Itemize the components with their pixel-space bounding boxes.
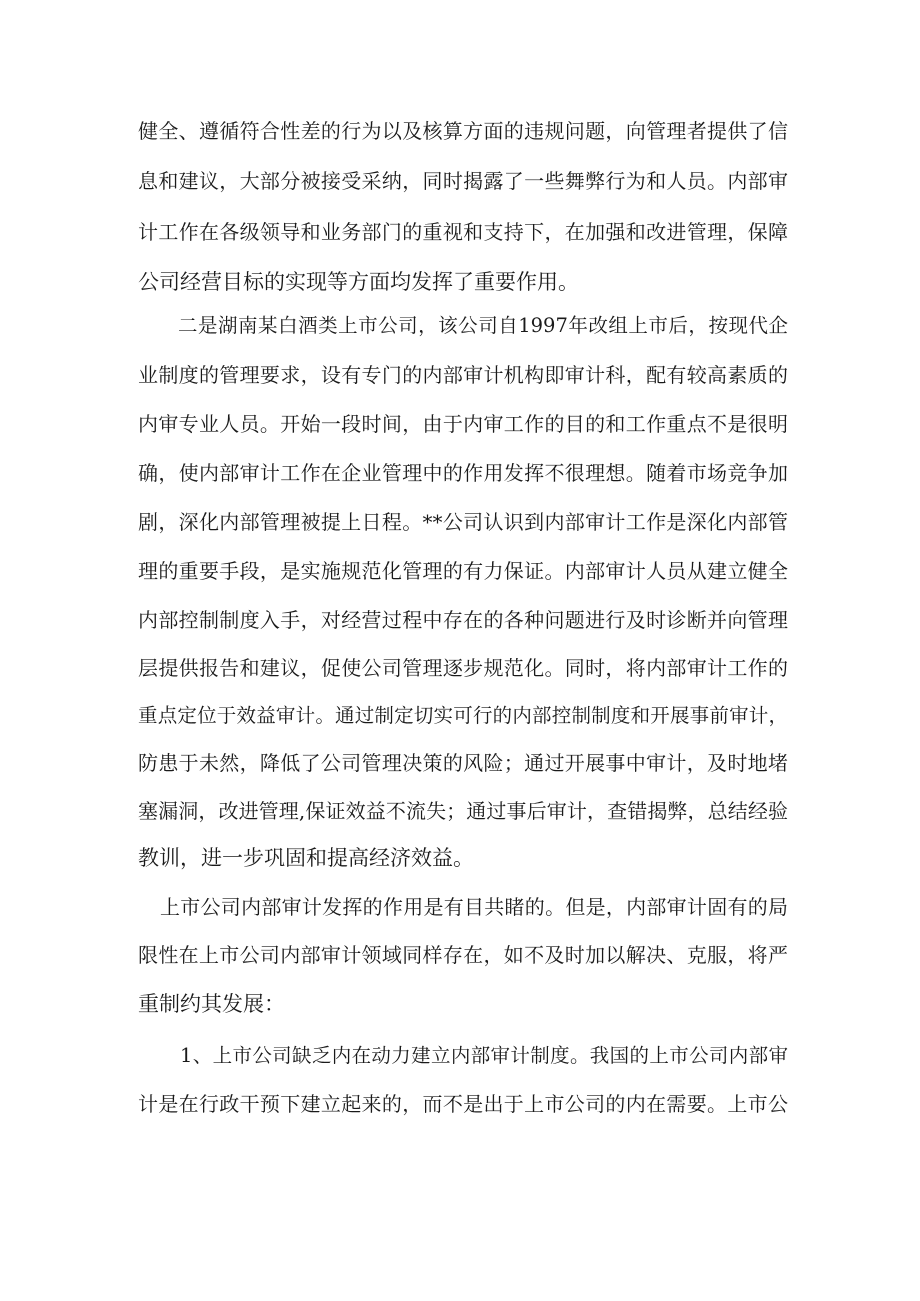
text-line: 重制约其发展： [138,992,285,1016]
text-line: 内部控制制度入手，对经营过程中存在的各种问题进行及时诊断并向管理 [138,608,788,632]
text-line: 防患于未然，降低了公司管理决策的风险；通过开展事中审计，及时地堵 [138,751,788,775]
text-line: 计是在行政干预下建立起来的，而不是出于上市公司的内在需要。上市公 [138,1092,788,1116]
text-line: 层提供报告和建议，促使公司管理逐步规范化。同时，将内部审计工作的 [138,656,788,680]
text-line: 健全、遵循符合性差的行为以及核算方面的违规问题，向管理者提供了信 [138,119,788,143]
text-line: 二是湖南某白酒类上市公司，该公司自1997年改组上市后，按现代企 [178,314,788,337]
text-line: 塞漏洞，改进管理,保证效益不流失；通过事后审计，查错揭弊，总结经验 [138,799,788,823]
text-line: 限性在上市公司内部审计领域同样存在，如不及时加以解决、克服，将严 [138,943,788,967]
text-line: 上市公司内部审计发挥的作用是有目共睹的。但是，内部审计固有的局 [160,895,788,919]
text-line: 教训，进一步巩固和提高经济效益。 [138,846,474,870]
text-line: 重点定位于效益审计。通过制定切实可行的内部控制制度和开展事前审计， [138,704,788,727]
text-line: 剧，深化内部管理被提上日程。**公司认识到内部审计工作是深化内部管 [138,510,788,534]
text-line: 计工作在各级领导和业务部门的重视和支持下，在加强和改进管理，保障 [138,220,788,244]
text-line: 确，使内部审计工作在企业管理中的作用发挥不很理想。随着市场竞争加 [138,461,788,485]
text-line: 理的重要手段，是实施规范化管理的有力保证。内部审计人员从建立健全 [138,559,788,583]
text-line: 1、上市公司缺乏内在动力建立内部审计制度。我国的上市公司内部审 [180,1044,788,1067]
text-line: 内审专业人员。开始一段时间，由于内审工作的目的和工作重点不是很明 [138,412,788,436]
text-line: 业制度的管理要求，设有专门的内部审计机构即审计科，配有较高素质的 [138,363,788,387]
text-line: 息和建议，大部分被接受采纳，同时揭露了一些舞弊行为和人员。内部审 [138,169,788,193]
text-line: 公司经营目标的实现等方面均发挥了重要作用。 [138,270,579,294]
